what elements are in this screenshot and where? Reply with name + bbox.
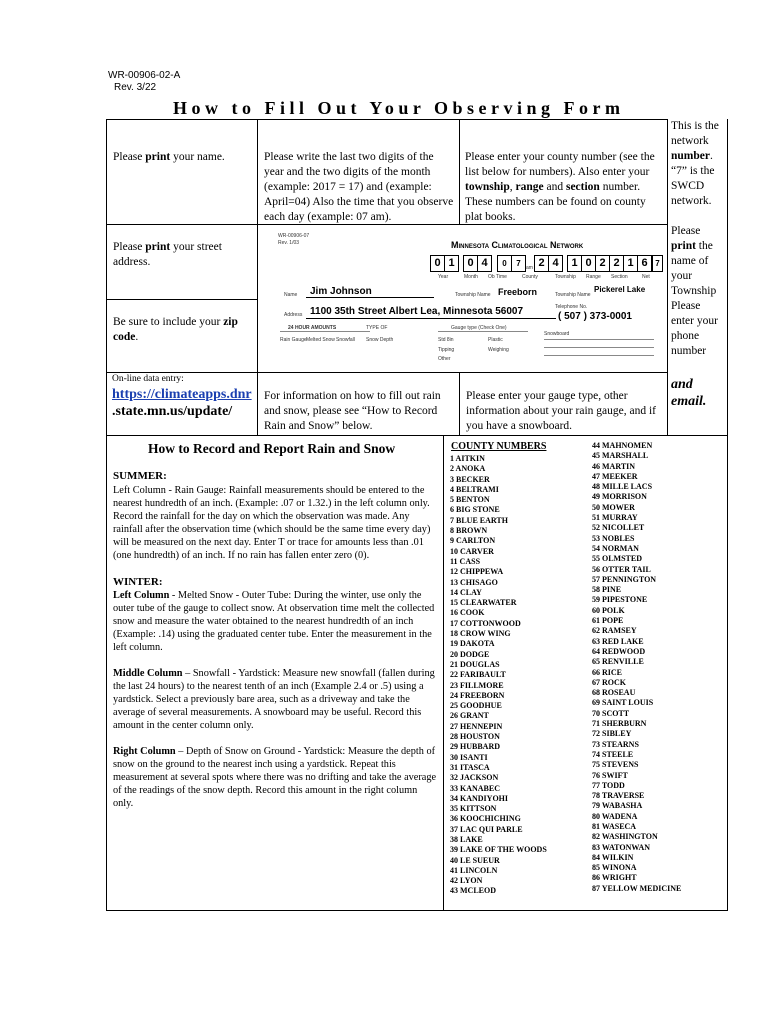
sample-lake-value: Pickerel Lake — [594, 285, 646, 294]
county-item: 37 LAC QUI PARLE — [450, 824, 523, 834]
sample-name-label: Name — [284, 292, 298, 298]
summer-heading: SUMMER: — [113, 470, 167, 482]
county-item: 67 ROCK — [592, 677, 626, 687]
sample-network-title: Minnesota Climatological Network — [451, 240, 584, 250]
county-item: 81 WASECA — [592, 821, 637, 831]
county-item: 73 STEARNS — [592, 739, 639, 749]
county-item: 79 WABASHA — [592, 801, 643, 811]
sample-col-label: Year — [438, 274, 449, 280]
right-column-text: Right Column – Depth of Snow on Ground - Yardstick: Measure the depth of snow on the ground to the nearest inch using a yardstick. Repeat this measurement at several spots where there was no drifting and take the average of the readings of the snow depth. Record this amount in the right column only. — [113, 746, 437, 809]
county-item: 15 CLEARWATER — [450, 598, 517, 608]
county-item: 61 POPE — [592, 616, 624, 626]
sample-col-label: Township — [555, 274, 576, 280]
county-item: 60 POLK — [592, 605, 625, 615]
sample-digit: 4 — [548, 255, 563, 272]
instruction-township: Please print the name of your Township — [671, 225, 717, 297]
county-item: 39 LAKE OF THE WOODS — [450, 845, 547, 855]
county-item: 82 WASHINGTON — [592, 832, 658, 842]
county-item: 32 JACKSON — [450, 773, 499, 783]
county-item: 66 RICE — [592, 667, 623, 677]
sample-col-label: Net — [642, 274, 650, 280]
sample-digit: 7 — [652, 255, 663, 272]
county-item: 52 NICOLLET — [592, 523, 645, 533]
sample-am-pm: am — [526, 265, 533, 271]
county-item: 17 COTTONWOOD — [450, 618, 521, 628]
online-entry-link[interactable]: https://climateapps.dnr — [112, 387, 252, 402]
county-item: 7 BLUE EARTH — [450, 515, 508, 525]
county-item: 9 CARLTON — [450, 536, 496, 546]
county-item: 26 GRANT — [450, 711, 489, 721]
county-item: 85 WINONA — [592, 863, 637, 873]
sample-digit: 2 — [534, 255, 549, 272]
county-item: 70 SCOTT — [592, 708, 630, 718]
county-item: 44 MAHNOMEN — [592, 441, 653, 450]
county-item: 11 CASS — [450, 556, 481, 566]
sample-digit: 0 — [430, 255, 445, 272]
county-item: 83 WATONWAN — [592, 842, 651, 852]
county-item: 84 WILKIN — [592, 852, 634, 862]
county-item: 78 TRAVERSE — [592, 791, 645, 801]
instruction-gauge-type: Please enter your gauge type, other information about your rain gauge, and if you have a snowboard. — [466, 390, 657, 432]
county-item: 69 SAINT LOUIS — [592, 698, 654, 708]
sample-digit: 2 — [609, 255, 624, 272]
county-item: 55 OLMSTED — [592, 554, 643, 564]
county-item: 35 KITTSON — [450, 804, 497, 814]
county-item: 87 YELLOW MEDICINE — [592, 883, 682, 893]
county-item: 27 HENNEPIN — [450, 721, 503, 731]
county-item: 46 MARTIN — [592, 461, 636, 471]
sample-col-label: Range — [586, 274, 601, 280]
county-item: 28 HOUSTON — [450, 732, 500, 742]
sample-township-value: Freeborn — [498, 287, 538, 297]
how-to-body — [113, 470, 439, 810]
sample-township-label: Township Name — [455, 292, 491, 298]
sample-type-label: TYPE OF — [366, 325, 388, 331]
county-column-left — [443, 435, 444, 910]
county-item: 42 LYON — [450, 876, 483, 886]
how-to-title: How to Record and Report Rain and Snow — [148, 441, 396, 456]
row1-divider-b — [459, 119, 460, 224]
county-numbers-heading: COUNTY NUMBERS — [451, 441, 547, 452]
sample-digit: 0 — [463, 255, 478, 272]
county-item: 13 CHISAGO — [450, 577, 498, 587]
table-top-border — [106, 119, 667, 120]
sample-col-label: Section — [611, 274, 628, 280]
county-item: 56 OTTER TAIL — [592, 564, 651, 574]
sample-col-label: Ob Time — [488, 274, 507, 280]
sample-small-text: Plastic — [488, 337, 503, 343]
county-item: 4 BELTRAMI — [450, 484, 499, 494]
sample-table-line — [544, 339, 654, 340]
instruction-address: Please print your street address. — [113, 241, 222, 268]
left-column-text: Left Column - Melted Snow - Outer Tube: During the winter, use only the outer tube of the gauge to collect snow. At observation time melt the collected snow and measure the water obtained to the nearest hundredth of an inch (Example: .14) using the graduated center tube. Enter the measurement in the left column. — [113, 590, 435, 653]
instruction-phone: Please enter your phone number — [671, 300, 718, 357]
county-item: 47 MEEKER — [592, 471, 638, 481]
county-item: 36 KOOCHICHING — [450, 814, 521, 824]
sample-col-label: County — [522, 274, 538, 280]
sample-digit: 6 — [637, 255, 652, 272]
sample-digit: 2 — [595, 255, 610, 272]
sample-table-line — [280, 331, 370, 332]
sample-address-value: 1100 35th Street Albert Lea, Minnesota 56007 — [310, 306, 524, 317]
county-item: 50 MOWER — [592, 502, 635, 512]
online-entry-link-continued: .state.mn.us/update/ — [112, 404, 233, 419]
sample-digit: 1 — [623, 255, 638, 272]
county-item: 41 LINCOLN — [450, 865, 498, 875]
sample-name-line — [306, 297, 434, 298]
form-id: WR-00906-02-A — [108, 70, 181, 81]
instruction-email: and email. — [671, 377, 707, 409]
county-item: 68 ROSEAU — [592, 688, 636, 698]
county-item: 30 ISANTI — [450, 752, 488, 762]
county-item: 49 MORRISON — [592, 492, 647, 502]
page-title: How to Fill Out Your Observing Form — [173, 98, 625, 118]
sample-digit: 4 — [477, 255, 492, 272]
county-item: 8 BROWN — [450, 526, 488, 536]
county-item: 38 LAKE — [450, 834, 483, 844]
county-item: 59 PIPESTONE — [592, 595, 648, 605]
sample-hours-label: 24 HOUR AMOUNTS — [288, 325, 337, 331]
county-item: 53 NOBLES — [592, 533, 635, 543]
county-item: 24 FREEBORN — [450, 690, 505, 700]
county-item: 23 FILLMORE — [450, 680, 504, 690]
county-list-column-1 — [450, 454, 547, 897]
county-item: 71 SHERBURN — [592, 719, 647, 729]
county-item: 10 CARVER — [450, 546, 494, 556]
sample-table-line — [544, 355, 654, 356]
county-item: 34 KANDIYOHI — [450, 793, 509, 803]
sample-small-text: Std 8in — [438, 337, 454, 343]
county-item: 58 PINE — [592, 585, 622, 595]
county-item: 12 CHIPPEWA — [450, 567, 504, 577]
instruction-name: Please print your name. — [113, 151, 225, 163]
table-bottom-border — [106, 910, 728, 911]
upper-section-bottom — [106, 435, 728, 436]
sample-phone-value: ( 507 ) 373-0001 — [558, 311, 632, 322]
sample-form — [258, 225, 667, 372]
instruction-rain-snow: For information on how to fill out rain and snow, please see “How to Record Rain and Snow” below. — [264, 390, 441, 432]
sample-small-text: Weighing — [488, 347, 509, 353]
sample-digit: 1 — [444, 255, 459, 272]
county-item: 62 RAMSEY — [592, 626, 637, 636]
sample-small-text: Other — [438, 356, 451, 362]
sample-form-id: WR-00906-07 — [278, 233, 310, 239]
county-item: 48 MILLE LACS — [592, 482, 653, 492]
instruction-zip: Be sure to include your zip code. — [113, 316, 238, 343]
county-item: 31 ITASCA — [450, 762, 490, 772]
sample-digit: 1 — [567, 255, 582, 272]
county-item: 54 NORMAN — [592, 543, 639, 553]
county-item: 1 AITKIN — [450, 454, 485, 463]
sample-table-line — [544, 347, 654, 348]
instruction-county: Please enter your county number (see the list below for numbers). Also enter your township, range and section number. These numbers can be found on county plat books. — [465, 151, 655, 223]
network-column-divider — [667, 119, 668, 435]
county-item: 25 GOODHUE — [450, 701, 502, 711]
county-item: 74 STEELE — [592, 749, 634, 759]
online-entry-label: On-line data entry: — [112, 374, 184, 384]
county-item: 77 TODD — [592, 780, 625, 790]
instruction-network: This is the network number. “7” is the SWCD network. — [671, 120, 719, 207]
county-item: 14 CLAY — [450, 587, 482, 597]
county-item: 22 FARIBAULT — [450, 670, 506, 680]
sample-form-rev: Rev. 1/03 — [278, 240, 300, 246]
sample-address-label: Address — [284, 312, 303, 318]
sample-name-value: Jim Johnson — [310, 286, 372, 297]
county-item: 2 ANOKA — [450, 464, 486, 474]
county-item: 72 SIBLEY — [592, 729, 632, 739]
sample-snowboard-label: Snowboard — [544, 331, 570, 337]
winter-heading: WINTER: — [113, 576, 163, 588]
county-item: 63 RED LAKE — [592, 636, 644, 646]
county-item: 5 BENTON — [450, 495, 490, 505]
county-item: 64 REDWOOD — [592, 646, 646, 656]
table-left-border — [106, 119, 107, 910]
county-item: 33 KANABEC — [450, 783, 501, 793]
county-item: 20 DODGE — [450, 649, 490, 659]
table-right-border — [727, 119, 728, 910]
sample-small-text: Rain Gauge — [280, 337, 307, 343]
county-item: 80 WADENA — [592, 811, 638, 821]
form-revision: Rev. 3/22 — [114, 82, 157, 93]
county-item: 51 MURRAY — [592, 513, 638, 523]
county-item: 65 RENVILLE — [592, 657, 644, 667]
county-item: 43 MCLEOD — [450, 886, 496, 896]
sample-small-text: Snow Depth — [366, 337, 394, 343]
sample-digit: 7 — [511, 255, 526, 272]
county-item: 21 DOUGLAS — [450, 659, 500, 669]
county-item: 29 HUBBARD — [450, 742, 501, 752]
county-item: 6 BIG STONE — [450, 505, 500, 515]
sample-digit: 0 — [497, 255, 512, 272]
sample-address-line — [306, 318, 556, 319]
instruction-date-time: Please write the last two digits of the year and the two digits of the month (example: 2017 = 17) and (example: April=04) Also the time that you observe each day (example: 07 am). — [264, 151, 454, 223]
county-list-column-2 — [592, 441, 681, 894]
row1-divider-a — [257, 119, 258, 224]
sample-digit: 0 — [581, 255, 596, 272]
info-divider — [459, 372, 460, 435]
sample-col-label: Month — [464, 274, 478, 280]
county-item: 86 WRIGHT — [592, 873, 637, 883]
sample-phone-label: Telephone No. — [555, 304, 588, 310]
sample-township-field-label: Township Name — [555, 292, 591, 298]
address-bottom — [106, 299, 257, 300]
sample-small-text: Melted Snow — [306, 337, 335, 343]
county-item: 45 MARSHALL — [592, 451, 649, 461]
sample-bottom — [257, 372, 667, 373]
sample-table-line — [438, 331, 528, 332]
county-item: 19 DAKOTA — [450, 639, 495, 649]
county-item: 75 STEVENS — [592, 760, 639, 770]
zip-bottom — [106, 372, 257, 373]
sample-gauge-label: Gauge type (Check One) — [451, 325, 507, 331]
summer-text: Left Column - Rain Gauge: Rainfall measurements should be entered to the nearest hundredth of an inch. (Example: .07 or 1.32.) in the left column only. Record the rainfall for the day on which the observation was made. Any rainfall after the observation time (which should be the same time every day) will be measured on the next day. Enter T or trace for amounts less than .01 (one hundredth) of an inch. If no rain has fallen enter zero (0). — [113, 485, 431, 561]
county-item: 3 BECKER — [450, 474, 490, 484]
county-item: 18 CROW WING — [450, 629, 511, 639]
county-item: 76 SWIFT — [592, 770, 628, 780]
sample-small-text: Tipping — [438, 347, 455, 353]
county-item: 16 COOK — [450, 608, 485, 618]
middle-column-text: Middle Column – Snowfall - Yardstick: Measure new snowfall (fallen during the last 24 hours) to the nearest tenth of an inch (Example 2.4 or .5) using a yardstick. Select a previously bare area, such as a driveway and take the average of several measurements. A snowboard may be useful. Record this amount in the center column only. — [113, 668, 435, 731]
county-item: 40 LE SUEUR — [450, 855, 500, 865]
county-item: 57 PENNINGTON — [592, 574, 657, 584]
sample-small-text: Snowfall — [336, 337, 355, 343]
